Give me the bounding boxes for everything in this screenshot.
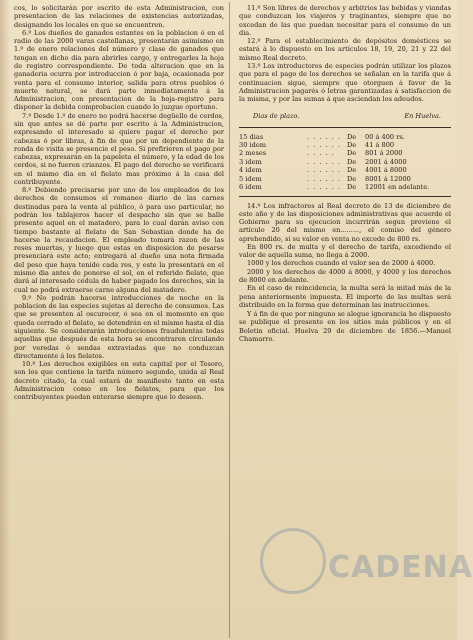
term-amount: 4001 á 8000 <box>365 166 407 175</box>
term-amount: 41 á 800 <box>365 141 395 150</box>
table-row <box>239 158 451 166</box>
term-de: De <box>347 149 357 158</box>
table-row <box>239 166 451 174</box>
term-amount: 00 á 400 rs. <box>365 132 405 141</box>
paragraph-11: 11.º Son libres de derechos y arbitrios las bebidas y viandas que conduzcan los viajeros y traginantes, siempre que no excedan de las que puedan necesitar para el consumo de un dia. <box>239 4 451 37</box>
leader-dots: . . . . . . <box>307 183 342 192</box>
column-divider <box>229 2 230 638</box>
table-row <box>239 141 451 149</box>
term-de: De <box>347 141 357 150</box>
library-watermark <box>260 520 473 630</box>
paragraph-fine-1000: 1000 y los derechos cuando el valor sea de 2000 á 4000. <box>247 259 436 268</box>
paragraph-10: 10.º Los derechos exigibles en esta capital por el Tesoro, son los que contiene la tarifa número segundo, unida al Real decreto citado, la cual estará de manifiesto tanto en esta Administracion como en los fielatos, para que los contribuyentes puedan enterarse siempre que lo deseen. <box>14 360 224 402</box>
leader-dots: . . . . . . <box>307 166 342 175</box>
term-de: De <box>347 166 357 175</box>
table-row <box>239 133 451 141</box>
table-top-rule <box>239 127 451 128</box>
closing-signature-paragraph: Y á fin de que por ninguno se alegue ignorancia he dispuesto se publique el presente en los sitios más públicos y en el Boletin oficial. Huelva 29 de diciembre de 1856.—Manuel Chamarro. <box>239 310 451 343</box>
paragraph-14: 14.º Los infractores al Real decreto de 13 de diciembre de este año y de las disposiciones administrativas que acuerde el Gobierno para su ejecucion incurrirán segun previene el artículo 20 del mismo en........., el comiso del género aprehendido, si su valor en venta no excede de 800 rs. <box>239 201 451 243</box>
paragraph-7: 7.º Desde 1.º de enero no podrá hacerse degüello de cerdos, sin que antes se dé parte por escrito á la Administracion, expresando el interesado si quiere pagar el derecho por cabezas ó por libras, á fin de que por un dependiente de la ronda de visita se presencie el peso. Si prefirieren el pago por cabezas, expresarán en la papeleta el número, y la edad de los cerdos, si no fueren crianzos. El pago del derecho se verificará en el mismo dia en el fielato mas próximo á la casa del contribuyente. <box>14 111 224 186</box>
seal-icon <box>260 528 326 594</box>
leader-dots: . . . . . . <box>307 174 342 183</box>
table-bottom-rule <box>239 196 451 197</box>
place-label: En Huelva. <box>404 112 441 121</box>
paragraph-fine-800: En 800 rs. de multa y el derecho de tarifa, excediendo el valor de aquella suma, no llega á 2000. <box>239 242 451 260</box>
table-row <box>239 183 451 191</box>
leader-dots: . . . . . . <box>307 157 342 166</box>
paragraph-6: 6.º Los dueños de ganados estantes en la poblacion ó en el radio de las 2000 varas castellanas, presentarán asimismo en 1.º de enero relaciones del número y clase de ganados que tengan en dicho dia para abrirles cargo, y entregarles la hoja de registro correspondiente. De toda alteracion que en la ganaderia ocurra por introduccion ó por baja, ocasionada por venta para el consumo interior, salida para otros pueblos ó muerte natural, se dará parte inmediatamente á la Administracion, con presentacion de la hoja-registro para disponer la debida comprobacion cuando lo juzgue oportuno. <box>14 28 224 112</box>
term-de: De <box>347 157 357 166</box>
term-period: 4 idem <box>239 166 262 175</box>
paragraph-12: 12.º Para el establecimiento de depósitos domésticos se estará á lo dispuesto en los artículos 18, 19, 20, 21 y 22 del mismo Real decreto. <box>239 37 451 62</box>
term-period: 30 idem <box>239 141 266 150</box>
left-column <box>14 4 224 636</box>
paragraph-13: 13.º Los introductores de especies podrán utilizar los plazos que para el pago de los derechos se señalan en la tarifa que á continuacion sigue, siempre que otorguen á favor de la Administracion pagarés ó letras garantizadas á satisfaccion de la misma, y por las sumas á que asciendan los adeudos. <box>239 61 451 104</box>
paragraph-fine-2000: 2000 y los derechos de 4000 á 8000, y 4000 y los derechos de 8000 en adelante. <box>239 267 451 285</box>
term-period: 3 idem <box>239 157 262 166</box>
term-de: De <box>347 174 357 183</box>
deadline-label: Dias de plazo. <box>253 112 300 121</box>
leader-dots: . . . . . <box>307 149 335 158</box>
table-row <box>239 175 451 183</box>
paragraph-8: 8.º Debiendo precisarse por uno de los empleados de los derechos de consumos el romaneo diario de las carnes destinadas para la venta al público, ó para uso particular, no podrán los tablajeros hacer el despacho sin que se halle presente aquel en el matadero, para lo cual darán aviso con tiempo bastante al fielato de San Sebastian donde ha de hacerse la recaudacion. El empleado tomará razon de las reses muertas, y luego que estas en disposicion de pesarse presenciará este acto; entregará al dueño una nota firmada del peso que haya tenido cada res, y este la presentará en el mismo dia antes de ponerse el sol, en el referido fielato, que dará al interesado cédula de haber pagado los derechos, sin la cual no podrá extraerse carne alguna del matadero. <box>14 186 224 294</box>
term-amount: 8001 á 12000 <box>365 174 411 183</box>
paragraph-reincidence: En el caso de reincidencia, la multa será la mitad más de la pena anteriormente impuesta. El importe de las multas será distribuido en la forma que determinan las instrucciones. <box>239 284 451 309</box>
table-row <box>239 149 451 157</box>
term-amount: 801 á 2000 <box>365 149 403 158</box>
term-amount: 12001 en adelante. <box>365 183 430 192</box>
leader-dots: . . . . . . <box>307 132 342 141</box>
term-period: 15 dias <box>239 132 264 141</box>
payment-terms-table <box>239 133 451 192</box>
term-de: De <box>347 183 357 192</box>
watermark-text: CADENA <box>328 550 473 585</box>
paragraph-9: 9.º No podrán hacerse introducciones de noche en la poblacion de las especies sujetas al derecho de consumos. Las que se presenten al oscurecer, ó sea en el momento en que queda cerrado el fielato, se detendrán en el mismo hasta el dia siguiente. Se considerarán introducciones fraudulentas todas aquellas que después de esta hora se encontraren circulando por veredas ó sendas extraviadas que no conduzcan directamente á los fielatos. <box>14 293 224 360</box>
leader-dots: . . . . . . <box>307 141 342 150</box>
page-edge-stain <box>0 0 10 640</box>
term-period: 5 idem <box>239 174 262 183</box>
term-de: De <box>347 132 357 141</box>
paragraph-continuation: cos, lo solicitarán por escrito de esta Administracion, con presentacion de las relaciones de existencias autorizadas, designando los locales en que se encuentren. <box>14 4 224 29</box>
payment-terms-header <box>253 112 451 120</box>
term-period: 6 idem <box>239 183 262 192</box>
term-period: 2 meses <box>239 149 267 158</box>
term-amount: 2001 á 4000 <box>365 157 407 166</box>
